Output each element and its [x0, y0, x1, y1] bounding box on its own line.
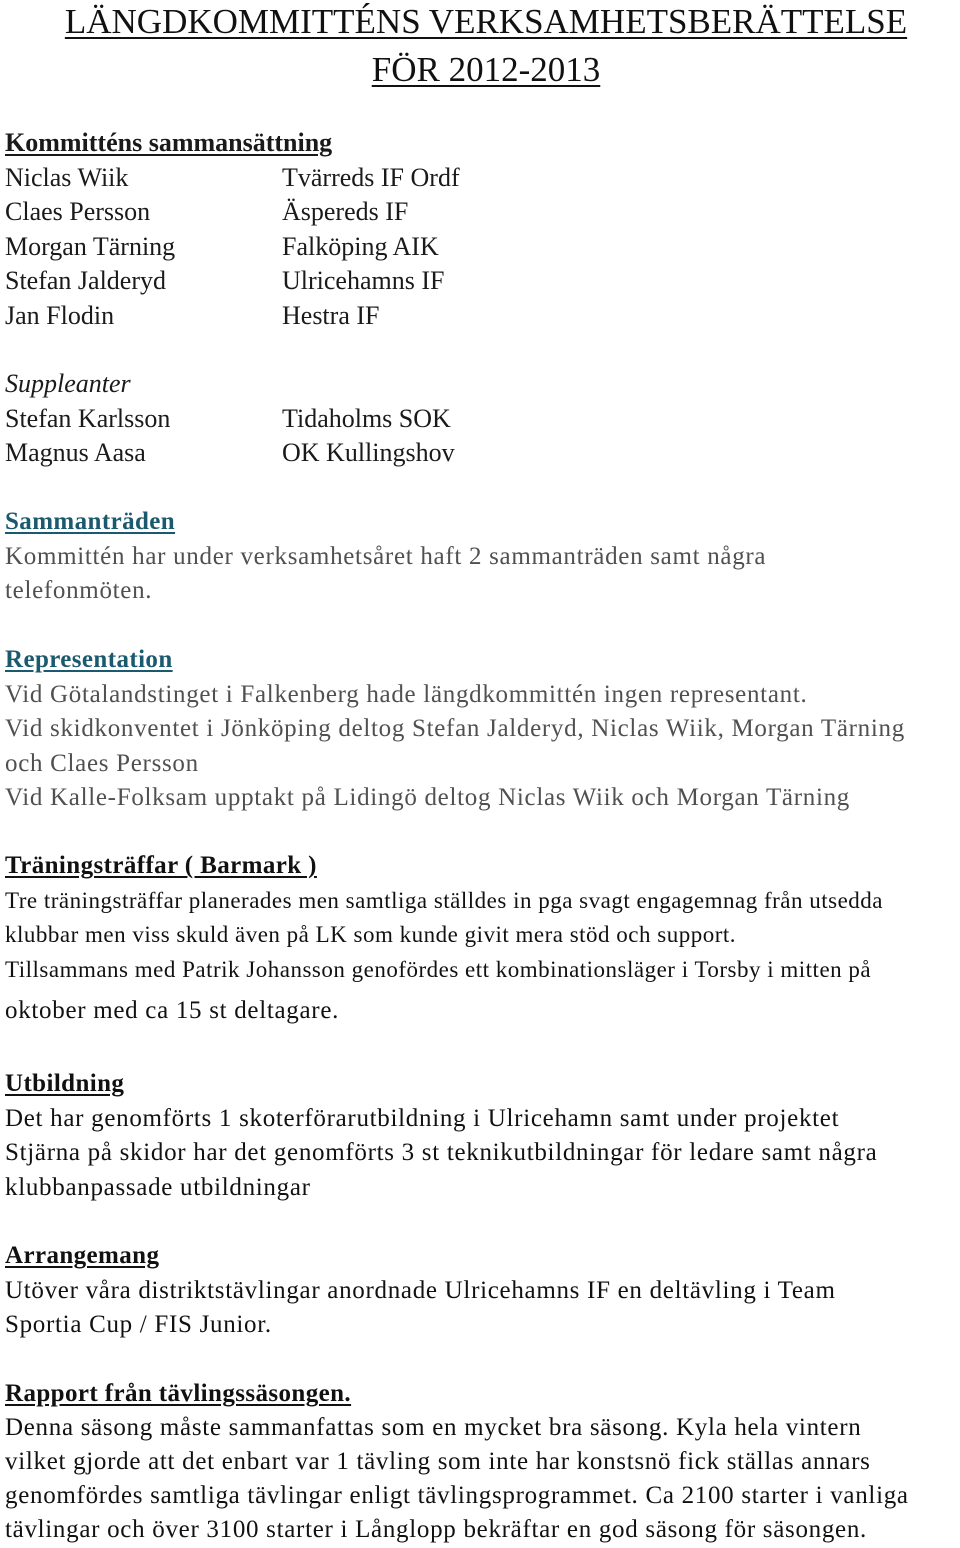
text-line: telefonmöten.	[5, 577, 153, 605]
training-heading-line	[5, 849, 955, 884]
member-club: Äspereds IF	[282, 197, 409, 227]
deputy-row	[5, 436, 955, 471]
text-line: Sportia Cup / FIS Junior.	[5, 1311, 272, 1339]
member-row	[5, 161, 955, 196]
member-club: Falköping AIK	[282, 231, 439, 261]
training-section	[5, 849, 955, 1034]
member-row	[5, 264, 955, 299]
title-line-2: FÖR 2012-2013	[371, 50, 601, 89]
training-heading: Träningsträffar ( Barmark )	[5, 852, 317, 879]
meetings-heading: Sammanträden	[5, 508, 176, 535]
text-line: vilket gjorde att det enbart var 1 tävling som inte har konstsnö fick ställas annars	[5, 1448, 871, 1475]
deputy-club: Tidaholms SOK	[282, 403, 451, 433]
representation-heading: Representation	[5, 646, 173, 673]
document-title	[0, 0, 960, 96]
text-line: Vid Kalle-Folksam upptakt på Lidingö deltog Niclas Wiik och Morgan Tärning	[5, 784, 851, 812]
title-line-2-wrap	[12, 44, 960, 96]
member-row	[5, 299, 955, 334]
member-name: Claes Persson	[5, 197, 151, 227]
member-row	[5, 230, 955, 265]
text-line: Tillsammans med Patrik Johansson genofördes ett kombinationsläger i Torsby i mitten på	[5, 956, 872, 982]
deputies-section	[5, 367, 955, 471]
deputies-heading-line	[5, 367, 955, 402]
meetings-heading-line	[5, 505, 955, 540]
text-line: klubbanpassade utbildningar	[5, 1173, 311, 1201]
committee-heading: Kommitténs sammansättning	[5, 128, 333, 157]
meetings-section	[5, 505, 955, 609]
events-heading: Arrangemang	[5, 1242, 160, 1269]
report-heading: Rapport från tävlingssäsongen.	[5, 1380, 352, 1407]
events-heading-line	[5, 1239, 955, 1274]
member-row	[5, 195, 955, 230]
deputy-name: Magnus Aasa	[5, 438, 146, 468]
text-line: klubbar men viss skuld även på LK som kunde givit mera stöd och support.	[5, 922, 737, 948]
text-line: Stjärna på skidor har det genomförts 3 st teknikutbildningar för ledare samt några	[5, 1139, 878, 1167]
text-line: Utöver våra distriktstävlingar anordnade Ulricehamns IF en deltävling i Team	[5, 1276, 836, 1304]
deputy-row	[5, 402, 955, 437]
member-club: Hestra IF	[282, 300, 380, 330]
text-line: Kommittén har under verksamhetsåret haft 2 sammanträden samt några	[5, 542, 767, 570]
member-club: Ulricehamns IF	[282, 266, 445, 296]
member-name: Morgan Tärning	[5, 231, 176, 261]
member-name: Niclas Wiik	[5, 162, 129, 192]
text-line: tävlingar och över 3100 starter i Långlopp bekräftar en god säsong för säsongen.	[5, 1516, 868, 1543]
member-name: Jan Flodin	[5, 300, 115, 330]
representation-heading-line	[5, 643, 955, 678]
text-line: genomfördes samtliga tävlingar enligt tävlingsprogrammet. Ca 2100 starter i vanliga	[5, 1482, 909, 1509]
deputies-heading: Suppleanter	[5, 369, 131, 398]
deputy-name: Stefan Karlsson	[5, 403, 171, 433]
education-heading: Utbildning	[5, 1070, 125, 1097]
text-line: Vid skidkonventet i Jönköping deltog Stefan Jalderyd, Niclas Wiik, Morgan Tärning	[5, 715, 905, 743]
events-section	[5, 1239, 955, 1343]
text-line: Vid Götalandstinget i Falkenberg hade längdkommittén ingen representant.	[5, 680, 808, 708]
season-report-section	[5, 1377, 955, 1547]
text-line: och Claes Persson	[5, 749, 199, 777]
text-line: oktober med ca 15 st deltagare.	[5, 997, 340, 1025]
title-line-1-wrap	[12, 0, 960, 44]
education-heading-line	[5, 1067, 955, 1102]
text-line: Det har genomförts 1 skoterförarutbildning i Ulricehamn samt under projektet	[5, 1104, 840, 1132]
deputy-club: OK Kullingshov	[282, 438, 455, 468]
representation-section	[5, 643, 955, 816]
committee-heading-line	[5, 126, 955, 161]
text-line: Tre träningsträffar planerades men samtliga ställdes in pga svagt engagemnag från utsedda	[5, 887, 883, 913]
committee-section	[5, 126, 955, 334]
report-heading-line	[5, 1377, 955, 1411]
text-line: Denna säsong måste sammanfattas som en mycket bra säsong. Kyla hela vintern	[5, 1414, 862, 1441]
member-name: Stefan Jalderyd	[5, 266, 167, 296]
member-club: Tvärreds IF Ordf	[282, 162, 460, 192]
education-section	[5, 1067, 955, 1205]
title-line-1: LÄNGDKOMMITTÉNS VERKSAMHETSBERÄTTELSE	[64, 2, 908, 41]
